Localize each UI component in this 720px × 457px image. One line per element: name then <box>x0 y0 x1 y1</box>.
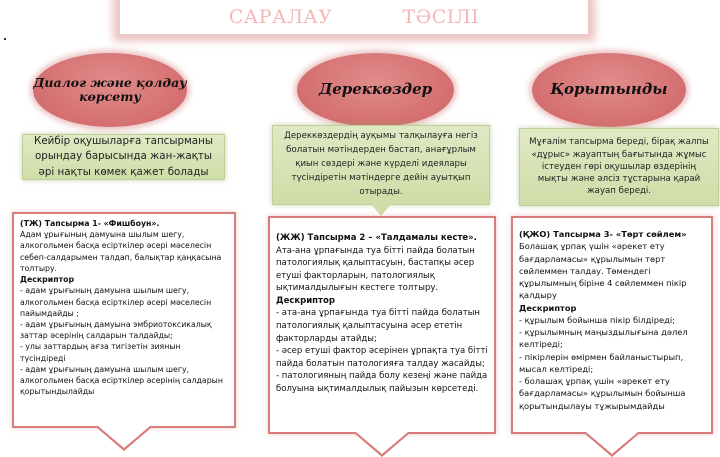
title-left: САРАЛАУ <box>228 6 333 28</box>
descriptor-item: - құрылым бойынша пікір білдіреді; <box>519 314 675 325</box>
descriptor-item: - патологияның пайда болу кезеңі және пайда болуына ықтималдылық пайызын көрсетеді. <box>276 371 488 394</box>
oval-label: Қорытынды <box>550 80 668 99</box>
descriptor-item: - адам ұрығының дамуына шылым шегу, алкогольмен басқа есірткілер әсері мәселесін пайымдайды ; <box>20 286 212 318</box>
task-title: (ҚЖО) Тапсырма 3- «Төрт сөйлем» <box>519 229 687 239</box>
descriptor-item: - құрылымның маңыздылығына дәлел келтіреді; <box>519 327 688 350</box>
description-text: Кейбір оқушыларға тапсырманы орындау барысында жан-жақты әрі нақты көмек қажет болады <box>34 134 213 178</box>
description-box-dialog <box>22 134 225 180</box>
task-title: (ЖЖ) Тапсырма 2 – «Талдамалы кесте». <box>276 233 477 243</box>
oval-sources <box>297 53 454 127</box>
descriptor-item: - пікірлерін өмірмен байланыстырып, мысал келтіреді; <box>519 351 684 374</box>
oval-label: Дереккөздер <box>318 80 433 99</box>
task-description: Адам ұрығының дамуына шылым шегу, алкогольмен басқа есірткілер әсері мәселесін себеп-салдарымен талдап, балықтар қаңқасына толтыру. <box>20 230 222 273</box>
descriptor-heading: Дескриптор <box>276 295 335 306</box>
task-description: Ата-ана ұрпағында туа бітті пайда болатын патологиялық қалыптасуын, бастапқы әсер етуші факторларын, патологиялық ықтималдылығын кестеге толтыру. <box>276 245 475 294</box>
card-pointer <box>356 432 408 454</box>
task-card-four-sentences <box>511 216 713 434</box>
title-right: ТӘСІЛІ <box>402 6 480 28</box>
description-text: Дереккөздердің ауқымы талқылауға негіз болатын мәтіндерден бастап, анағұрлым қиын сөздері және күрделі идеялары түсіндіретін мәтіндерге дейін ауытқып отырады. <box>284 131 478 197</box>
descriptor-heading: Дескриптор <box>20 275 75 285</box>
task-card-analytic-table <box>268 216 496 434</box>
descriptor-heading: Дескриптор <box>519 302 577 313</box>
task-card-fishbone <box>12 212 236 428</box>
descriptor-item: - адам ұрығының дамуына эмбриотоксикалық заттар әсерінің салдарын талдайды; <box>20 319 212 341</box>
description-box-conclusion <box>519 128 719 206</box>
description-box-sources <box>272 125 490 205</box>
oval-label: Диалог және қолдау көрсету <box>33 74 187 104</box>
task-title: (ТЖ) Тапсырма 1- «Фишбоун». <box>20 219 160 228</box>
descriptor-item: - улы заттардың ағза тигізетін зиянын түсіндіреді <box>20 342 181 363</box>
oval-dialog-support <box>33 53 187 127</box>
descriptor-item: - әсер етуші фактор әсерінен ұрпақта туа бітті пайда болатын патологияға талдау жасайды; <box>276 346 488 369</box>
task-description: Болашақ ұрпақ үшін «әрекет ету бағдарламасы» құрылымын төрт сөйлеммен талдау. Төмендегі құрылымның біріне 4 сөйлеммен пікір қалдыру <box>519 241 687 301</box>
descriptor-item: - болашақ ұрпақ үшін «әрекет ету бағдарламасы» құрылымын бойынша қорытындылауы тұжырымдайды <box>519 376 686 411</box>
descriptor-item: - адам ұрығының дамуына шылым шегу, алкогольмен басқа есірткілер әсерінің салдарын қорытындылайды <box>20 364 223 397</box>
descriptor-item: - ата-ана ұрпағында туа бітті пайда болатын патологиялық қалыптасуына әсер ететін факторларды атайды; <box>276 308 480 344</box>
title-banner <box>118 0 590 36</box>
card-pointer <box>98 426 150 448</box>
description-text: Мұғалім тапсырма береді, бірақ жалпы «дұрыс» жауаптың бағытында жұмыс істеуден гөрі оқушылар өздерінің мықты және әлсіз тұстарына қарай жауап береді. <box>529 137 709 197</box>
oval-conclusion <box>532 53 686 127</box>
card-pointer <box>586 432 638 454</box>
stray-dot <box>4 38 6 40</box>
